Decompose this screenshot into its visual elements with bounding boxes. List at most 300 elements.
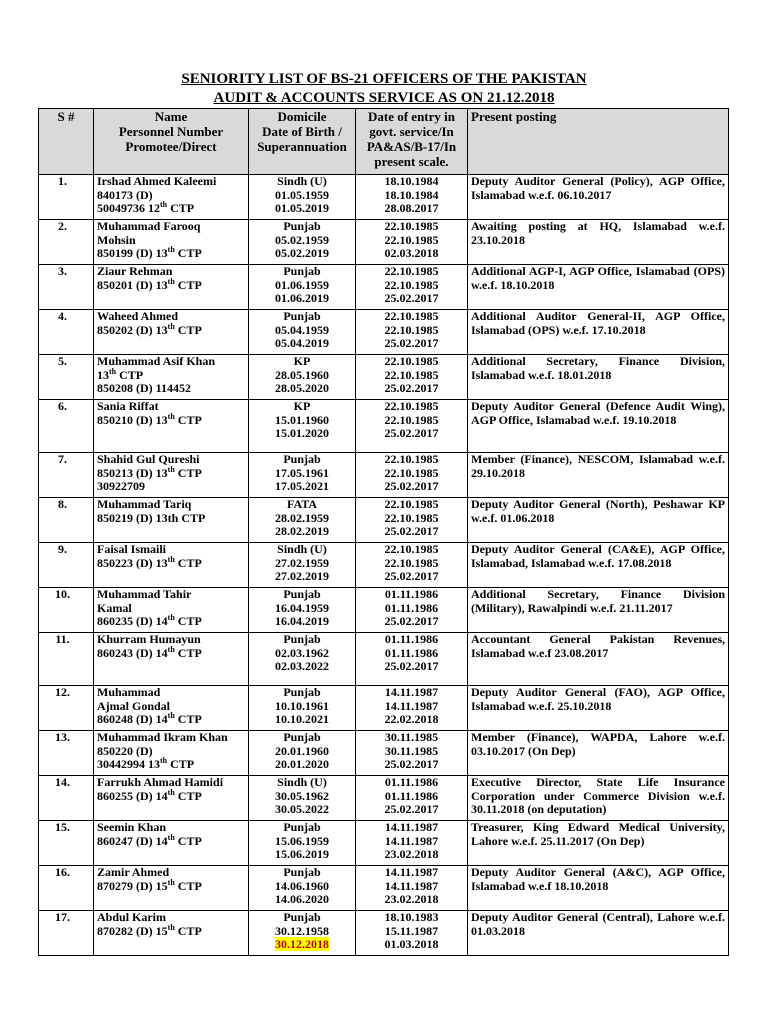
table-row xyxy=(39,821,729,866)
superannuation-value: 14.06.2020 xyxy=(275,892,329,906)
serial-number-cell: 10. xyxy=(39,588,94,633)
date-of-birth: 05.02.1959 xyxy=(275,232,329,247)
date-of-entry-cell xyxy=(356,588,468,633)
entry-date: 01.11.1986 xyxy=(384,645,439,660)
name-text: 13 xyxy=(97,367,109,382)
name-text: Muhammad Farooq xyxy=(97,219,201,233)
serial-number-cell: 14. xyxy=(39,776,94,821)
serial-number-cell: 6. xyxy=(39,400,94,453)
superannuation-value: 01.05.2019 xyxy=(275,201,329,215)
name-line xyxy=(97,877,245,894)
name-line xyxy=(97,276,245,293)
name-text: CTP xyxy=(174,555,202,570)
name-cell xyxy=(94,175,249,220)
ordinal-suffix: th xyxy=(167,644,175,654)
entry-date: 22.10.1985 xyxy=(384,452,439,466)
name-text: 860255 (D) 14 xyxy=(97,788,168,803)
name-cell xyxy=(94,686,249,731)
present-posting-cell: Deputy Auditor General (Defence Audit Wing), AGP Office, Islamabad w.e.f. 19.10.2018 xyxy=(468,400,729,453)
domicile: Sindh (U) xyxy=(277,775,327,789)
name-text: Muhammad Asif Khan xyxy=(97,354,216,368)
serial-number-cell: 9. xyxy=(39,543,94,588)
serial-number-cell: 17. xyxy=(39,911,94,956)
entry-date: 14.11.1987 xyxy=(384,685,439,699)
superannuation-date xyxy=(252,615,352,629)
date-of-entry-cell xyxy=(356,400,468,453)
name-line xyxy=(97,464,245,481)
table-row xyxy=(39,776,729,821)
domicile-cell xyxy=(249,731,356,776)
date-of-birth: 27.02.1959 xyxy=(275,555,329,570)
domicile: Punjab xyxy=(283,910,321,924)
date-of-birth: 01.05.1959 xyxy=(275,187,329,202)
name-text: Muhammad Tahir xyxy=(97,587,192,601)
superannuation-value: 01.06.2019 xyxy=(275,291,329,305)
serial-number-cell: 3. xyxy=(39,265,94,310)
name-text: 850199 (D) 13 xyxy=(97,246,168,260)
name-line xyxy=(97,731,245,745)
superannuation-date xyxy=(252,337,352,351)
header-name-line: Promotee/Direct xyxy=(125,139,217,154)
superannuation-date xyxy=(252,938,352,952)
name-text: CTP xyxy=(174,412,202,427)
superannuation-value: 05.02.2019 xyxy=(275,246,329,260)
name-text: 30922709 xyxy=(97,479,145,493)
entry-date: 25.02.2017 xyxy=(384,757,439,771)
name-text: CTP xyxy=(174,277,202,292)
superannuation-value: 16.04.2019 xyxy=(275,614,329,628)
entry-date: 25.02.2017 xyxy=(384,381,439,395)
present-posting-cell: Additional Secretary, Finance Division, Islamabad w.e.f. 18.01.2018 xyxy=(468,355,729,400)
name-text: Ajmal Gondal xyxy=(97,698,171,713)
name-text: Muhammad Tariq xyxy=(97,497,192,511)
ordinal-suffix: th xyxy=(167,245,175,254)
name-line xyxy=(97,189,245,203)
name-text: Shahid Gul Qureshi xyxy=(97,452,200,466)
name-text: Abdul Karim xyxy=(97,910,167,924)
entry-date: 22.10.1985 xyxy=(384,497,439,511)
superannuation-date xyxy=(252,848,352,862)
domicile-cell xyxy=(249,866,356,911)
name-text: 850208 (D) 114452 xyxy=(97,381,191,395)
name-text: 860248 (D) 14 xyxy=(97,712,168,726)
entry-date: 22.10.1985 xyxy=(384,412,439,427)
domicile: KP xyxy=(293,399,311,413)
header-name-line: Personnel Number xyxy=(118,124,224,139)
name-text: CTP xyxy=(174,465,202,480)
entry-date: 15.11.1987 xyxy=(384,923,439,938)
ordinal-suffix: th xyxy=(160,200,168,209)
table-row xyxy=(39,498,729,543)
domicile-cell xyxy=(249,588,356,633)
superannuation-date xyxy=(252,893,352,907)
present-posting-cell: Deputy Auditor General (North), Peshawar KP w.e.f. 01.06.2018 xyxy=(468,498,729,543)
entry-date: 30.11.1985 xyxy=(384,743,439,758)
name-line xyxy=(97,554,245,571)
entry-date: 22.10.1985 xyxy=(384,354,439,368)
date-of-entry-cell xyxy=(356,686,468,731)
name-text: Khurram Humayun xyxy=(97,632,201,646)
name-text: CTP xyxy=(174,614,202,628)
name-text: CTP xyxy=(174,788,202,803)
ordinal-suffix: th xyxy=(109,366,117,376)
table-row xyxy=(39,220,729,265)
entry-date: 28.08.2017 xyxy=(384,201,439,215)
superannuation-date xyxy=(252,570,352,584)
present-posting-cell: Accountant General Pakistan Revenues, Islamabad w.e.f 23.08.2017 xyxy=(468,633,729,686)
superannuation-value: 30.05.2022 xyxy=(275,802,329,816)
name-cell xyxy=(94,400,249,453)
domicile-cell xyxy=(249,633,356,686)
entry-date: 18.10.1983 xyxy=(384,910,439,924)
header-name-line: Name xyxy=(154,109,188,124)
entry-date: 22.10.1985 xyxy=(384,367,439,382)
name-line xyxy=(97,922,245,939)
serial-number-cell: 4. xyxy=(39,310,94,355)
header-entry-line: Date of entry in xyxy=(367,109,455,124)
date-of-birth: 01.06.1959 xyxy=(275,277,329,292)
entry-date: 25.02.2017 xyxy=(384,524,439,538)
name-text: CTP xyxy=(174,878,202,893)
domicile: Punjab xyxy=(283,865,321,879)
name-line xyxy=(97,202,245,216)
name-line xyxy=(97,787,245,804)
domicile: Punjab xyxy=(283,452,321,466)
name-cell xyxy=(94,911,249,956)
name-line xyxy=(97,713,245,727)
name-text: Farrukh Ahmad Hamidi xyxy=(97,775,224,789)
name-text: CTP xyxy=(174,645,202,660)
entry-date: 18.10.1984 xyxy=(384,187,439,202)
date-of-entry-cell xyxy=(356,776,468,821)
entry-date: 18.10.1984 xyxy=(384,174,439,188)
name-line xyxy=(97,247,245,261)
name-text: 860247 (D) 14 xyxy=(97,833,168,848)
ordinal-suffix: th xyxy=(167,832,175,842)
name-cell xyxy=(94,633,249,686)
table-body xyxy=(39,175,729,956)
superannuation-date xyxy=(252,525,352,539)
superannuation-date xyxy=(252,480,352,494)
domicile: Sindh (U) xyxy=(277,542,327,556)
entry-date: 22.02.2018 xyxy=(384,712,439,726)
ordinal-suffix: th xyxy=(167,877,175,887)
domicile: Punjab xyxy=(283,685,321,699)
name-text: Faisal Ismaili xyxy=(97,542,167,556)
entry-date: 22.10.1985 xyxy=(384,277,439,292)
domicile: Punjab xyxy=(283,309,321,323)
date-of-birth: 02.03.1962 xyxy=(275,645,329,660)
entry-date: 22.10.1985 xyxy=(384,465,439,480)
date-of-entry-cell xyxy=(356,821,468,866)
entry-date: 14.11.1987 xyxy=(384,820,439,834)
ordinal-suffix: th xyxy=(167,276,175,286)
superannuation-date xyxy=(252,292,352,306)
present-posting-cell: Additional Auditor General-II, AGP Office, Islamabad (OPS) w.e.f. 17.10.2018 xyxy=(468,310,729,355)
date-of-birth: 16.04.1959 xyxy=(275,600,329,615)
present-posting-cell: Additional AGP-I, AGP Office, Islamabad (OPS) w.e.f. 18.10.2018 xyxy=(468,265,729,310)
name-text: Muhammad Ikram Khan xyxy=(97,730,228,744)
name-line xyxy=(97,745,245,759)
superannuation-date xyxy=(252,758,352,772)
ordinal-suffix: th xyxy=(160,756,168,765)
name-cell xyxy=(94,220,249,265)
name-cell xyxy=(94,453,249,498)
date-of-entry-cell xyxy=(356,310,468,355)
domicile-cell xyxy=(249,310,356,355)
header-domicile-line: Domicile xyxy=(277,109,327,124)
name-text: Ziaur Rehman xyxy=(97,264,173,278)
name-text: Mohsin xyxy=(97,232,136,247)
name-text: Kamal xyxy=(97,600,132,615)
serial-number-cell: 13. xyxy=(39,731,94,776)
name-cell xyxy=(94,543,249,588)
superannuation-date xyxy=(252,427,352,441)
superannuation-date xyxy=(252,713,352,727)
domicile-cell xyxy=(249,498,356,543)
present-posting-cell: Deputy Auditor General (Central), Lahore w.e.f. 01.03.2018 xyxy=(468,911,729,956)
present-posting-cell: Deputy Auditor General (FAO), AGP Office, Islamabad w.e.f. 25.10.2018 xyxy=(468,686,729,731)
name-text: 850210 (D) 13 xyxy=(97,412,168,427)
entry-date: 14.11.1987 xyxy=(384,833,439,848)
present-posting-cell: Treasurer, King Edward Medical University, Lahore w.e.f. 25.11.2017 (On Dep) xyxy=(468,821,729,866)
superannuation-value: 27.02.2019 xyxy=(275,569,329,583)
domicile-cell xyxy=(249,453,356,498)
date-of-birth: 28.02.1959 xyxy=(275,510,329,525)
name-cell xyxy=(94,731,249,776)
table-row xyxy=(39,633,729,686)
name-line xyxy=(97,512,245,526)
entry-date: 01.11.1986 xyxy=(384,775,439,789)
date-of-entry-cell xyxy=(356,265,468,310)
entry-date: 25.02.2017 xyxy=(384,659,439,673)
table-row xyxy=(39,686,729,731)
entry-date: 22.10.1985 xyxy=(384,542,439,556)
name-line xyxy=(97,588,245,602)
date-of-entry-cell xyxy=(356,866,468,911)
date-of-entry-cell xyxy=(356,911,468,956)
name-text: CTP xyxy=(167,757,195,771)
name-cell xyxy=(94,776,249,821)
seniority-table xyxy=(38,108,729,956)
serial-number-cell: 5. xyxy=(39,355,94,400)
table-row xyxy=(39,588,729,633)
name-cell xyxy=(94,821,249,866)
entry-date: 01.11.1986 xyxy=(384,788,439,803)
entry-date: 25.02.2017 xyxy=(384,336,439,350)
superannuation-value: 20.01.2020 xyxy=(275,757,329,771)
date-of-entry-cell xyxy=(356,498,468,543)
table-row xyxy=(39,866,729,911)
date-of-birth: 14.06.1960 xyxy=(275,878,329,893)
name-text: CTP xyxy=(174,923,202,938)
name-text: 850202 (D) 13 xyxy=(97,322,168,337)
superannuation-value: 05.04.2019 xyxy=(275,336,329,350)
name-line xyxy=(97,175,245,189)
domicile-cell xyxy=(249,543,356,588)
name-line xyxy=(97,758,245,772)
superannuation-value: 28.05.2020 xyxy=(275,381,329,395)
serial-number-cell: 16. xyxy=(39,866,94,911)
date-of-entry-cell xyxy=(356,220,468,265)
date-of-entry-cell xyxy=(356,633,468,686)
domicile-cell xyxy=(249,400,356,453)
entry-date: 25.02.2017 xyxy=(384,426,439,440)
name-text: CTP xyxy=(174,246,202,260)
table-row xyxy=(39,400,729,453)
entry-date: 25.02.2017 xyxy=(384,614,439,628)
table-row xyxy=(39,355,729,400)
header-domicile-line: Superannuation xyxy=(257,139,347,154)
superannuation-value: 28.02.2019 xyxy=(275,524,329,538)
name-text: 850201 (D) 13 xyxy=(97,277,168,292)
superannuation-value: 02.03.2022 xyxy=(275,659,329,673)
domicile: Punjab xyxy=(283,632,321,646)
ordinal-suffix: th xyxy=(167,711,175,720)
table-header xyxy=(39,109,729,175)
name-text: CTP xyxy=(174,322,202,337)
name-text: 850219 (D) 13th CTP xyxy=(97,510,206,525)
entry-date: 22.10.1985 xyxy=(384,322,439,337)
table-row xyxy=(39,731,729,776)
name-line xyxy=(97,832,245,849)
name-text: CTP xyxy=(167,201,195,215)
name-text: Seemin Khan xyxy=(97,820,167,834)
domicile-cell xyxy=(249,175,356,220)
name-line xyxy=(97,644,245,661)
present-posting-cell: Awaiting posting at HQ, Islamabad w.e.f. 23.10.2018 xyxy=(468,220,729,265)
superannuation-date xyxy=(252,382,352,396)
name-text: 860235 (D) 14 xyxy=(97,614,168,628)
entry-date: 22.10.1985 xyxy=(384,510,439,525)
date-of-birth: 17.05.1961 xyxy=(275,465,329,480)
name-cell xyxy=(94,355,249,400)
table-row xyxy=(39,265,729,310)
entry-date: 22.10.1985 xyxy=(384,264,439,278)
present-posting-cell: Deputy Auditor General (CA&E), AGP Office, Islamabad, Islamabad w.e.f. 17.08.2018 xyxy=(468,543,729,588)
date-of-birth: 28.05.1960 xyxy=(275,367,329,382)
name-text: Irshad Ahmed Kaleemi xyxy=(97,174,217,188)
domicile-cell xyxy=(249,821,356,866)
superannuation-value: 10.10.2021 xyxy=(275,712,329,726)
table-row xyxy=(39,310,729,355)
domicile-cell xyxy=(249,776,356,821)
entry-date: 25.02.2017 xyxy=(384,291,439,305)
serial-number-cell: 7. xyxy=(39,453,94,498)
entry-date: 14.11.1987 xyxy=(384,878,439,893)
date-of-entry-cell xyxy=(356,731,468,776)
ordinal-suffix: th xyxy=(167,321,175,331)
name-cell xyxy=(94,866,249,911)
date-of-entry-cell xyxy=(356,175,468,220)
domicile: FATA xyxy=(287,497,317,511)
date-of-birth: 15.01.1960 xyxy=(275,412,329,427)
name-text: CTP xyxy=(174,712,202,726)
date-of-entry-cell xyxy=(356,355,468,400)
name-text: 840173 (D) xyxy=(97,187,153,202)
superannuation-value: 17.05.2021 xyxy=(275,479,329,493)
ordinal-suffix: th xyxy=(167,787,175,797)
entry-date: 30.11.1985 xyxy=(384,730,439,744)
date-of-birth: 20.01.1960 xyxy=(275,743,329,758)
name-text: Zamir Ahmed xyxy=(97,865,170,879)
date-of-birth: 30.05.1962 xyxy=(275,788,329,803)
present-posting-cell: Member (Finance), WAPDA, Lahore w.e.f. 03.10.2017 (On Dep) xyxy=(468,731,729,776)
entry-date: 02.03.2018 xyxy=(384,246,439,260)
header-domicile-line: Date of Birth / xyxy=(262,124,342,139)
domicile-cell xyxy=(249,911,356,956)
domicile: Punjab xyxy=(283,730,321,744)
date-of-birth: 05.04.1959 xyxy=(275,322,329,337)
name-text: 850223 (D) 13 xyxy=(97,555,168,570)
serial-number-cell: 12. xyxy=(39,686,94,731)
header-serial-number: S # xyxy=(39,109,94,175)
serial-number-cell: 1. xyxy=(39,175,94,220)
superannuation-date xyxy=(252,803,352,817)
name-text: Waheed Ahmed xyxy=(97,309,179,323)
name-line xyxy=(97,220,245,234)
name-text: 860243 (D) 14 xyxy=(97,645,168,660)
name-text: 50049736 12 xyxy=(97,201,160,215)
entry-date: 22.10.1985 xyxy=(384,232,439,247)
entry-date: 22.10.1985 xyxy=(384,219,439,233)
entry-date: 22.10.1985 xyxy=(384,309,439,323)
present-posting-cell: Member (Finance), NESCOM, Islamabad w.e.f. 29.10.2018 xyxy=(468,453,729,498)
name-text: CTP xyxy=(116,367,144,382)
present-posting-cell: Deputy Auditor General (A&C), AGP Office, Islamabad w.e.f 18.10.2018 xyxy=(468,866,729,911)
entry-date: 25.02.2017 xyxy=(384,802,439,816)
entry-date: 25.02.2017 xyxy=(384,479,439,493)
superannuation-date xyxy=(252,202,352,216)
superannuation-value: 30.12.2018 xyxy=(275,937,329,951)
domicile: Punjab xyxy=(283,219,321,233)
name-line xyxy=(97,355,245,369)
superannuation-date xyxy=(252,247,352,261)
name-line xyxy=(97,480,245,494)
superannuation-value: 15.06.2019 xyxy=(275,847,329,861)
ordinal-suffix: th xyxy=(167,554,175,564)
domicile-cell xyxy=(249,355,356,400)
name-line xyxy=(97,686,245,700)
name-text: CTP xyxy=(174,833,202,848)
domicile-cell xyxy=(249,265,356,310)
name-text: Sania Riffat xyxy=(97,399,159,413)
present-posting-cell: Additional Secretary, Finance Division (Military), Rawalpindi w.e.f. 21.11.2017 xyxy=(468,588,729,633)
present-posting-cell: Executive Director, State Life Insurance Corporation under Commerce Division w.e.f. 30.11.2018 (on deputation) xyxy=(468,776,729,821)
header-present-posting: Present posting xyxy=(468,109,729,175)
name-cell xyxy=(94,588,249,633)
name-text: Muhammad xyxy=(97,685,161,699)
domicile-cell xyxy=(249,686,356,731)
name-text: 870282 (D) 15 xyxy=(97,923,168,938)
name-cell xyxy=(94,498,249,543)
date-of-entry-cell xyxy=(356,543,468,588)
table-row xyxy=(39,453,729,498)
name-text: 30442994 13 xyxy=(97,757,160,771)
superannuation-date xyxy=(252,660,352,674)
entry-date: 22.10.1985 xyxy=(384,399,439,413)
name-text: 850220 (D) xyxy=(97,743,153,758)
domicile: Punjab xyxy=(283,264,321,278)
present-posting-cell: Deputy Auditor General (Policy), AGP Office, Islamabad w.e.f. 06.10.2017 xyxy=(468,175,729,220)
serial-number-cell: 11. xyxy=(39,633,94,686)
entry-date: 23.02.2018 xyxy=(384,847,439,861)
name-line xyxy=(97,321,245,338)
name-line xyxy=(97,615,245,629)
entry-date: 23.02.2018 xyxy=(384,892,439,906)
serial-number-cell: 2. xyxy=(39,220,94,265)
name-text: 870279 (D) 15 xyxy=(97,878,168,893)
